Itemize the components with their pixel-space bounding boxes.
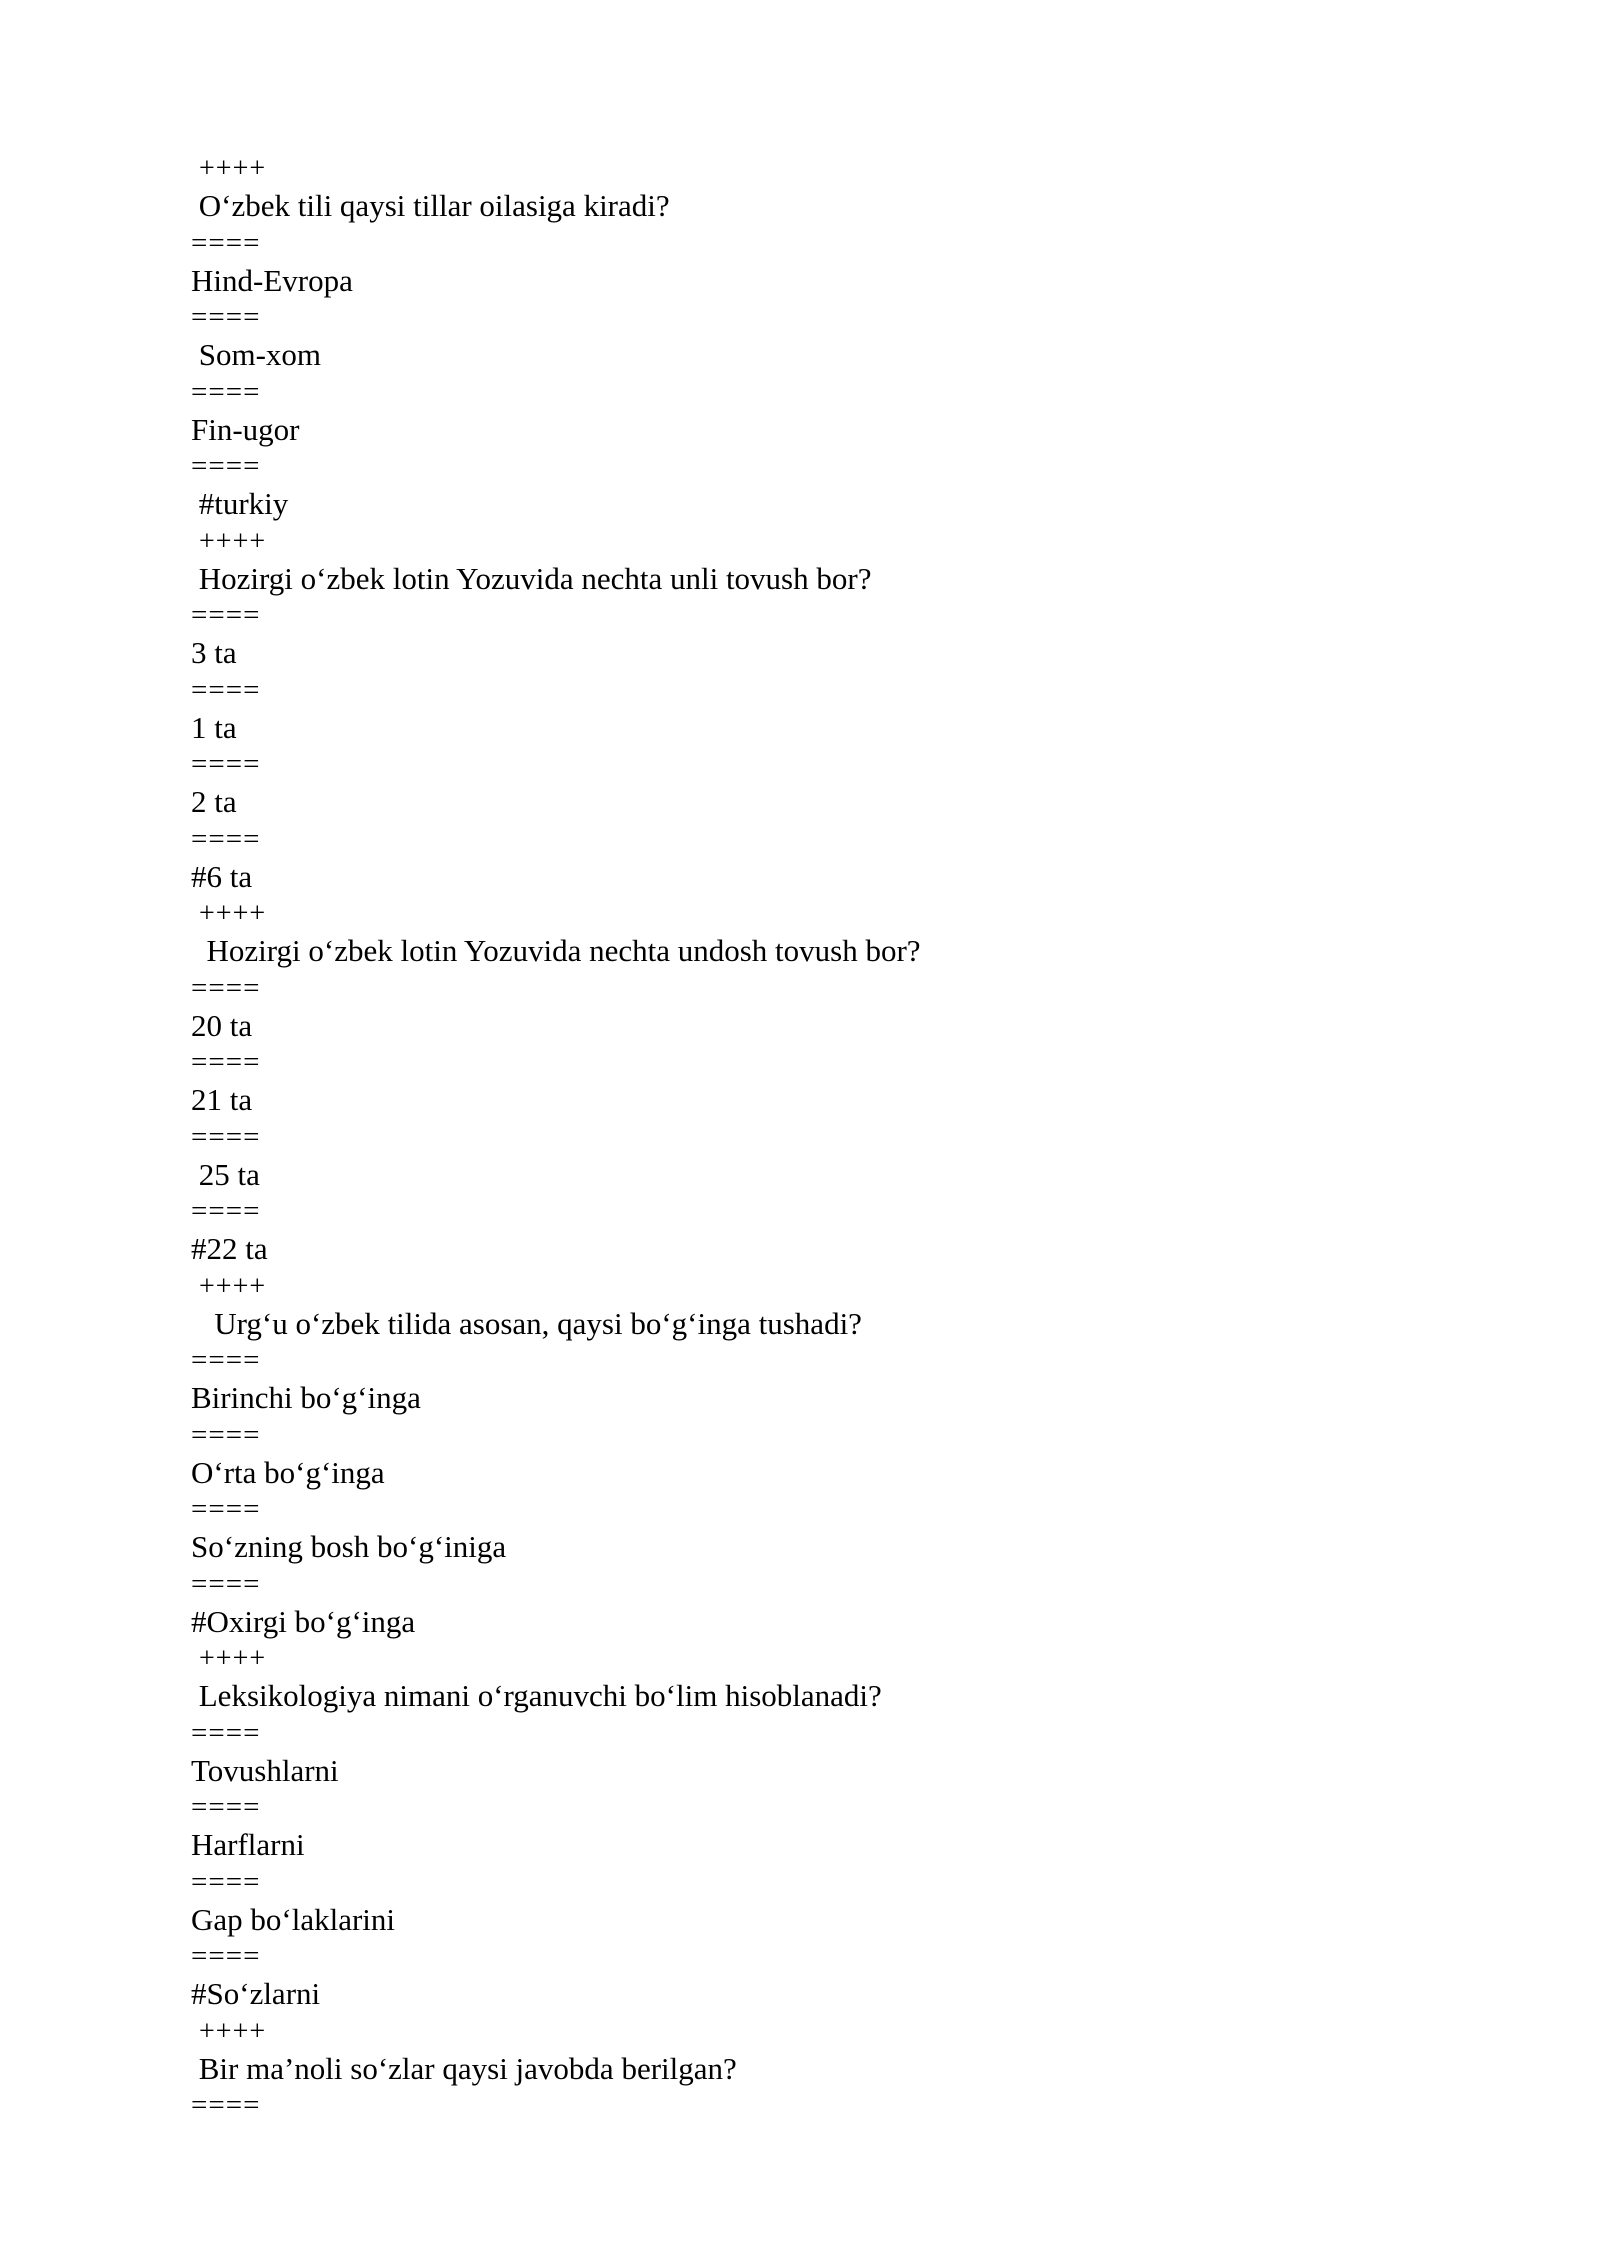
separator-line: ==== [191,1493,261,1525]
separator-line: ==== [191,971,261,1004]
answer-option: #Oxirgi bo‘g‘inga [191,1603,416,1639]
separator-line: ==== [191,1344,261,1376]
question-text: O‘zbek tili qaysi tillar oilasiga kiradi? [191,188,670,224]
answer-option: Fin-ugor [191,411,300,447]
separator-line: ==== [191,599,261,631]
question-text: Hozirgi o‘zbek lotin Yozuvida nechta undosh tovush bor? [191,933,921,969]
separator-line: ==== [191,1120,261,1153]
question-marker: ++++ [191,2015,267,2047]
answer-option: #6 ta [191,858,253,894]
answer-option: Harflarni [191,1827,305,1863]
question-marker: ++++ [191,898,267,929]
separator-line: ==== [191,2089,261,2121]
answer-option: #22 ta [191,1231,268,1267]
answer-option: 3 ta [191,635,237,671]
answer-option: #turkiy [191,486,289,522]
answer-option: So‘zning bosh bo‘g‘iniga [191,1529,507,1565]
answer-option: 21 ta [191,1082,253,1118]
document-body [191,150,1491,2124]
separator-line: ==== [191,822,261,855]
separator-line: ==== [191,748,261,780]
answer-option: 1 ta [191,709,237,745]
separator-line: ==== [191,1046,261,1078]
question-text: Leksikologiya nimani o‘rganuvchi bo‘lim hisoblanadi? [191,1678,882,1714]
answer-option: Birinchi bo‘g‘inga [191,1380,421,1416]
answer-option: Gap bo‘laklarini [191,1901,396,1937]
separator-line: ==== [191,1418,261,1451]
separator-line: ==== [191,1791,261,1823]
question-text: Urg‘u o‘zbek tilida asosan, qaysi bo‘g‘inga tushadi? [191,1305,862,1341]
question-text: Hozirgi o‘zbek lotin Yozuvida nechta unli tovush bor? [191,560,872,596]
separator-line: ==== [191,301,261,333]
answer-option: Tovushlarni [191,1752,339,1788]
answer-option: Hind-Evropa [191,262,353,298]
answer-option: Som-xom [191,337,322,373]
separator-line: ==== [191,450,261,482]
separator-line: ==== [191,1940,261,1972]
answer-option: 2 ta [191,784,237,820]
answer-option: 25 ta [191,1156,260,1192]
answer-option: O‘rta bo‘g‘inga [191,1454,385,1490]
separator-line: ==== [191,375,261,408]
question-marker: ++++ [191,1270,267,1302]
question-marker: ++++ [191,525,267,557]
separator-line: ==== [191,1567,261,1600]
answer-option: 20 ta [191,1007,253,1043]
question-marker: ++++ [191,1643,267,1674]
question-marker: ++++ [191,153,267,184]
separator-line: ==== [191,1716,261,1749]
separator-line: ==== [191,226,261,259]
separator-line: ==== [191,1865,261,1898]
separator-line: ==== [191,1195,261,1227]
separator-line: ==== [191,673,261,706]
question-text: Bir ma’noli so‘zlar qaysi javobda berilgan? [191,2050,737,2086]
answer-option: #So‘zlarni [191,1976,321,2012]
